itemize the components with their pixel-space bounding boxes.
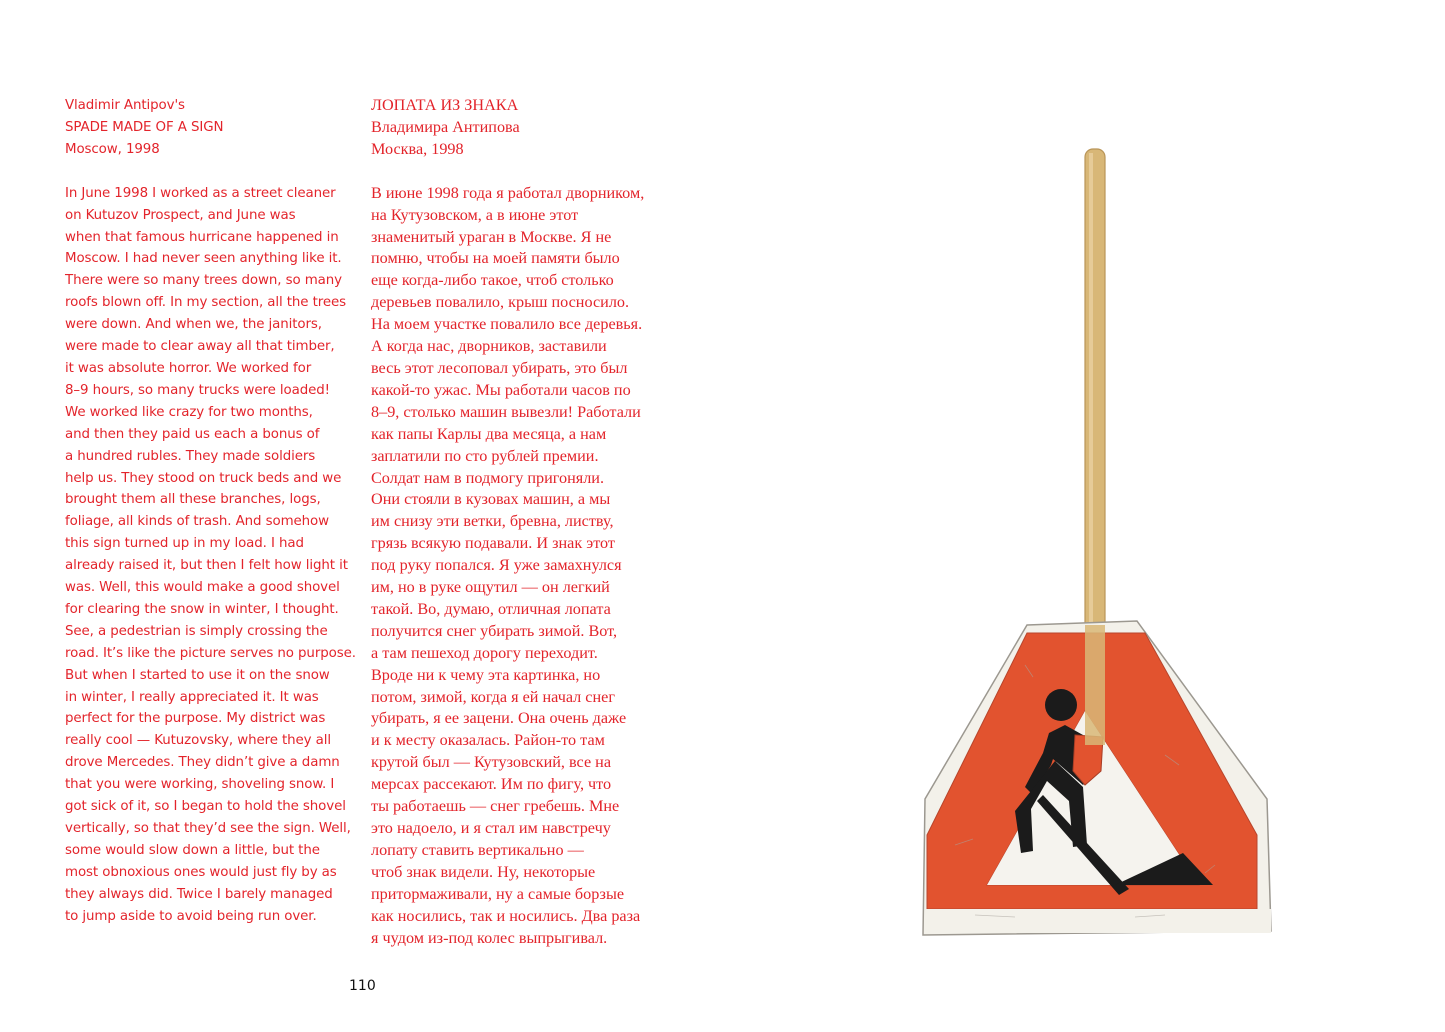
- russian-body-line: а там пешеход дорогу переходит.: [371, 643, 598, 662]
- page-number: 110: [349, 978, 376, 994]
- english-body-line: for clearing the snow in winter, I thought.: [65, 601, 339, 617]
- english-body-line: a hundred rubles. They made soldiers: [65, 448, 316, 464]
- english-body-line: already raised it, but then I felt how light it: [65, 558, 348, 574]
- english-body-line: road. It’s like the picture serves no purpose.: [65, 645, 356, 661]
- russian-title: ЛОПАТА ИЗ ЗНАКА: [371, 96, 519, 114]
- russian-place-date: Москва, 1998: [371, 139, 464, 158]
- russian-body-line: мерсах рассекают. Им по фигу, что: [371, 775, 612, 794]
- russian-body-line: я чудом из-под колес выпрыгивал.: [371, 928, 608, 947]
- english-column: [65, 95, 365, 928]
- russian-body-line: помню, чтобы на моей памяти было: [371, 249, 620, 268]
- english-body-line: that you were working, shoveling snow. I: [65, 777, 335, 793]
- russian-body-line: убирать, я ее зацени. Она очень даже: [371, 709, 627, 728]
- english-body-line: foliage, all kinds of trash. And somehow: [65, 514, 329, 530]
- russian-body-line: Вроде ни к чему эта картинка, но: [371, 665, 601, 684]
- russian-body-line: под руку попался. Я уже замахнулся: [371, 556, 622, 575]
- russian-body-line: весь этот лесоповал убирать, это был: [371, 358, 628, 377]
- english-body-line: But when I started to use it on the snow: [65, 667, 330, 683]
- russian-body-line: крутой был — Кутузовский, все на: [371, 753, 612, 772]
- russian-body-line: как папы Карлы два месяца, а нам: [371, 424, 607, 443]
- russian-body-line: чтоб знак видели. Ну, некоторые: [371, 862, 596, 881]
- russian-body-line: притормаживали, ну а самые борзые: [371, 884, 625, 903]
- road-sign-shovel-photo: [915, 145, 1280, 945]
- english-place-date: Moscow, 1998: [65, 141, 160, 157]
- russian-body-text: [371, 183, 676, 950]
- russian-author: Владимира Антипова: [371, 117, 520, 136]
- russian-body-line: такой. Во, думаю, отличная лопата: [371, 599, 611, 618]
- english-body-line: in winter, I really appreciated it. It was: [65, 689, 319, 705]
- english-body-line: when that famous hurricane happened in: [65, 229, 339, 245]
- russian-body-line: им снизу эти ветки, бревна, листву,: [371, 512, 614, 531]
- russian-body-line: и к месту оказалась. Район-то там: [371, 731, 605, 750]
- english-body-line: 8–9 hours, so many trucks were loaded!: [65, 382, 330, 398]
- russian-body-line: потом, зимой, когда я ей начал снег: [371, 687, 615, 706]
- english-body-line: Moscow. I had never seen anything like it.: [65, 251, 342, 267]
- russian-body-line: на Кутузовском, а в июне этот: [371, 205, 579, 224]
- english-body-line: really cool — Kutuzovsky, where they all: [65, 733, 332, 749]
- russian-body-line: Они стояли в кузовах машин, а мы: [371, 490, 611, 509]
- english-body-line: to jump aside to avoid being run over.: [65, 908, 317, 924]
- english-body-line: drove Mercedes. They didn’t give a damn: [65, 755, 340, 771]
- russian-body-line: еще когда-либо такое, чтоб столько: [371, 271, 614, 290]
- english-body-line: on Kutuzov Prospect, and June was: [65, 207, 296, 223]
- english-body-line: were made to clear away all that timber,: [65, 339, 335, 355]
- english-body-line: roofs blown off. In my section, all the trees: [65, 295, 347, 311]
- english-body-line: this sign turned up in my load. I had: [65, 536, 304, 552]
- english-title: SPADE MADE OF A SIGN: [65, 119, 224, 135]
- russian-column: [371, 95, 676, 949]
- russian-body-line: В июне 1998 года я работал дворником,: [371, 183, 645, 202]
- english-body-line: brought them all these branches, logs,: [65, 492, 321, 508]
- english-author: Vladimir Antipov's: [65, 98, 185, 113]
- russian-body-line: как носились, так и носились. Два раза: [371, 906, 641, 925]
- english-body-line: See, a pedestrian is simply crossing the: [65, 623, 328, 639]
- english-body-line: perfect for the purpose. My district was: [65, 711, 326, 727]
- russian-body-line: ты работаешь — снег гребешь. Мне: [371, 797, 620, 816]
- english-body-line: it was absolute horror. We worked for: [65, 360, 312, 376]
- english-body-line: help us. They stood on truck beds and we: [65, 470, 342, 486]
- english-body-line: In June 1998 I worked as a street cleaner: [65, 185, 336, 201]
- russian-body-line: Солдат нам в подмогу пригоняли.: [371, 468, 604, 487]
- english-body-line: There were so many trees down, so many: [65, 273, 342, 289]
- english-body-text: [65, 183, 365, 928]
- english-body-line: some would slow down a little, but the: [65, 842, 320, 858]
- russian-body-line: это надоело, и я стал им навстречу: [371, 819, 611, 837]
- english-body-line: got sick of it, so I began to hold the shovel: [65, 799, 346, 815]
- russian-body-line: А когда нас, дворников, заставили: [371, 337, 607, 356]
- russian-body-line: лопату ставить вертикально —: [371, 840, 584, 859]
- russian-body-line: деревьев повалило, крыш посносило.: [371, 293, 630, 312]
- english-body-line: was. Well, this would make a good shovel: [65, 580, 340, 596]
- english-body-line: they always did. Twice I barely managed: [65, 886, 333, 902]
- russian-body-line: какой-то ужас. Мы работали часов по: [371, 380, 631, 399]
- english-body-line: and then they paid us each a bonus of: [65, 426, 320, 442]
- russian-body-line: 8–9, столько машин вывезли! Работали: [371, 402, 641, 421]
- russian-body-line: заплатили по сто рублей премии.: [371, 446, 599, 465]
- english-body-line: We worked like crazy for two months,: [65, 404, 313, 420]
- russian-body-line: грязь всякую подавали. И знак этот: [371, 534, 616, 553]
- russian-body-line: знаменитый ураган в Москве. Я не: [371, 227, 612, 246]
- english-body-line: were down. And when we, the janitors,: [65, 317, 322, 333]
- english-body-line: vertically, so that they’d see the sign. Well,: [65, 821, 351, 836]
- russian-body-line: На моем участке повалило все деревья.: [371, 315, 643, 334]
- english-body-line: most obnoxious ones would just fly by as: [65, 864, 337, 880]
- russian-body-line: им, но в руке ощутил — он легкий: [371, 578, 610, 597]
- russian-body-line: получится снег убирать зимой. Вот,: [371, 621, 618, 640]
